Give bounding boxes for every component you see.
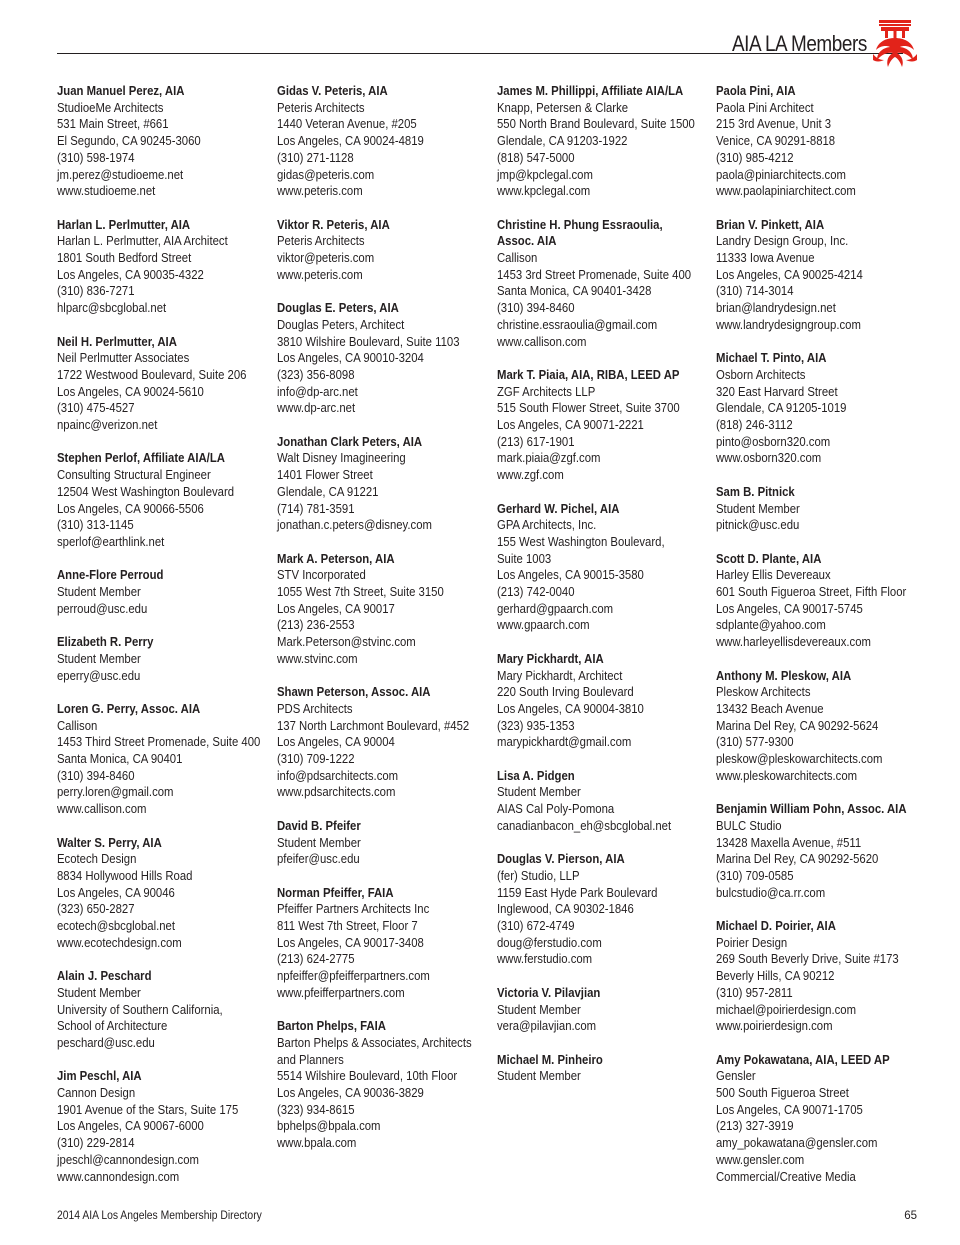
page-title: AIA LA Members [732, 31, 867, 56]
member-detail-line: Los Angeles, CA 90046 [57, 885, 175, 900]
member-name: Michael M. Pinheiro [497, 1052, 603, 1067]
member-detail-line: Marina Del Rey, CA 90292-5620 [716, 852, 879, 867]
member-detail-line: 137 North Larchmont Boulevard, #452 [277, 718, 470, 733]
member-detail-line: sdplante@yahoo.com [716, 618, 826, 633]
member-name: Walter S. Perry, AIA [57, 835, 162, 850]
member-detail-line: gerhard@gpaarch.com [497, 601, 614, 616]
member-detail-line: (818) 246-3112 [716, 418, 793, 433]
member-detail-line: Poirier Design [716, 935, 788, 950]
footer-publication-title: 2014 AIA Los Angeles Membership Directory [57, 1210, 262, 1222]
member-detail-line: Harlan L. Perlmutter, AIA Architect [57, 234, 228, 249]
member-detail-line: Los Angeles, CA 90066-5506 [57, 501, 204, 516]
member-name: Norman Pfeiffer, FAIA [277, 885, 394, 900]
member-detail-line: Callison [57, 718, 98, 733]
member-detail-line: (310) 836-7271 [57, 284, 135, 299]
member-entry [716, 350, 938, 467]
member-entry [497, 501, 719, 635]
member-entry [497, 1052, 719, 1085]
member-entry [277, 684, 499, 801]
member-detail-line: (323) 935-1353 [497, 718, 575, 733]
member-detail-line: ZGF Architects LLP [497, 384, 596, 399]
member-detail-line: (714) 781-3591 [277, 501, 355, 516]
member-detail-line: perroud@usc.edu [57, 601, 148, 616]
member-detail-line: Santa Monica, CA 90401 [57, 752, 183, 767]
member-detail-line: Student Member [57, 585, 141, 600]
member-detail-line: Los Angeles, CA 90017-5745 [716, 601, 863, 616]
member-entry [716, 551, 938, 651]
member-entry [716, 1052, 938, 1186]
member-entry [57, 567, 279, 617]
member-entry [497, 651, 719, 751]
member-detail-line: Osborn Architects [716, 367, 806, 382]
member-detail-line: Student Member [716, 501, 800, 516]
member-detail-line: www.gensler.com [716, 1152, 805, 1167]
member-detail-line: 269 South Beverly Drive, Suite #173 [716, 952, 899, 967]
member-detail-line: (310) 313-1145 [57, 518, 134, 533]
member-entry [57, 83, 279, 200]
member-detail-line: 1159 East Hyde Park Boulevard [497, 885, 658, 900]
member-detail-line: 1901 Avenue of the Stars, Suite 175 [57, 1102, 239, 1117]
member-name: Stephen Perlof, Affiliate AIA/LA [57, 451, 225, 466]
member-detail-line: (310) 714-3014 [716, 284, 794, 299]
member-detail-line: 3810 Wilshire Boulevard, Suite 1103 [277, 334, 460, 349]
member-name: Anthony M. Pleskow, AIA [716, 668, 852, 683]
member-detail-line: 531 Main Street, #661 [57, 117, 169, 132]
member-detail-line: Los Angeles, CA 90067-6000 [57, 1119, 204, 1134]
member-detail-line: Gensler [716, 1069, 756, 1084]
directory-column [716, 83, 938, 1202]
member-detail-line: hlparc@sbcglobal.net [57, 301, 167, 316]
member-detail-line: 1055 West 7th Street, Suite 3150 [277, 585, 444, 600]
member-entry [497, 985, 719, 1035]
member-name: Sam B. Pitnick [716, 484, 795, 499]
member-detail-line: Los Angeles, CA 90024-4819 [277, 134, 424, 149]
member-detail-line: Los Angeles, CA 90071-2221 [497, 418, 644, 433]
member-detail-line: 5514 Wilshire Boulevard, 10th Floor [277, 1069, 458, 1084]
member-detail-line: jpeschl@cannondesign.com [57, 1152, 199, 1167]
member-detail-line: jmp@kpclegal.com [497, 167, 593, 182]
member-detail-line: info@pdsarchitects.com [277, 768, 399, 783]
header-rule [57, 53, 903, 54]
member-detail-line: www.harleyellisdevereaux.com [716, 635, 871, 650]
member-name: Benjamin William Pohn, Assoc. AIA [716, 802, 907, 817]
member-detail-line: Student Member [497, 1002, 581, 1017]
member-detail-line: www.osborn320.com [716, 451, 822, 466]
member-entry [716, 83, 938, 200]
member-detail-line: www.cannondesign.com [57, 1169, 180, 1184]
member-detail-line: 155 West Washington Boulevard, [497, 534, 665, 549]
member-entry [497, 367, 719, 484]
member-entry [57, 1068, 279, 1185]
member-detail-line: www.peteris.com [277, 184, 363, 199]
member-detail-line: Glendale, CA 91205-1019 [716, 401, 847, 416]
member-name: Loren G. Perry, Assoc. AIA [57, 701, 201, 716]
member-detail-line: 1440 Veteran Avenue, #205 [277, 117, 417, 132]
member-detail-line: Inglewood, CA 90302-1846 [497, 902, 634, 917]
member-detail-line: (310) 271-1128 [277, 150, 354, 165]
member-entry [57, 450, 279, 550]
member-detail-line: (fer) Studio, LLP [497, 868, 580, 883]
member-entry [57, 968, 279, 1052]
member-detail-line: Santa Monica, CA 90401-3428 [497, 284, 652, 299]
member-detail-line: Marina Del Rey, CA 90292-5624 [716, 718, 879, 733]
member-detail-line: (818) 547-5000 [497, 150, 575, 165]
member-detail-line: www.ferstudio.com [497, 952, 593, 967]
member-entry [57, 634, 279, 684]
member-name: Alain J. Peschard [57, 969, 152, 984]
member-entry [277, 217, 499, 284]
member-entry [57, 334, 279, 434]
member-entry [277, 1018, 499, 1152]
member-detail-line: www.poirierdesign.com [716, 1019, 833, 1034]
member-entry [277, 300, 499, 417]
member-detail-line: 220 South Irving Boulevard [497, 685, 634, 700]
member-detail-line: 320 East Harvard Street [716, 384, 838, 399]
member-detail-line: Student Member [57, 985, 141, 1000]
member-name: Gerhard W. Pichel, AIA [497, 501, 620, 516]
member-detail-line: StudioeMe Architects [57, 100, 164, 115]
member-detail-line: (310) 394-8460 [57, 768, 135, 783]
member-name: Paola Pini, AIA [716, 84, 796, 98]
member-detail-line: (310) 394-8460 [497, 301, 575, 316]
member-entry [277, 83, 499, 200]
member-name: Anne-Flore Perroud [57, 568, 164, 583]
member-detail-line: vera@pilavjian.com [497, 1019, 597, 1034]
member-name: Shawn Peterson, Assoc. AIA [277, 685, 431, 700]
member-detail-line: University of Southern California, [57, 1002, 223, 1017]
member-detail-line: Venice, CA 90291-8818 [716, 134, 836, 149]
member-detail-line: (310) 475-4527 [57, 401, 135, 416]
member-detail-line: 1401 Flower Street [277, 468, 373, 483]
member-detail-line: info@dp-arc.net [277, 384, 358, 399]
member-detail-line: (310) 672-4749 [497, 919, 575, 934]
member-detail-line: Walt Disney Imagineering [277, 451, 406, 466]
member-detail-line: www.landrydesigngroup.com [716, 317, 861, 332]
member-name: Michael T. Pinto, AIA [716, 351, 827, 366]
member-detail-line: brian@landrydesign.net [716, 301, 836, 316]
aia-logo-icon [872, 20, 918, 70]
member-detail-line: www.stvinc.com [277, 651, 358, 666]
member-detail-line: 1801 South Bedford Street [57, 251, 192, 266]
member-detail-line: (310) 229-2814 [57, 1136, 135, 1151]
member-detail-line: eperry@usc.edu [57, 668, 141, 683]
member-name: Elizabeth R. Perry [57, 635, 154, 650]
member-detail-line: (310) 957-2811 [716, 985, 793, 1000]
member-detail-line: 515 South Flower Street, Suite 3700 [497, 401, 680, 416]
member-detail-line: (323) 356-8098 [277, 367, 355, 382]
member-detail-line: Los Angeles, CA 90017 [277, 601, 395, 616]
member-detail-line: (310) 577-9300 [716, 735, 794, 750]
member-detail-line: www.gpaarch.com [497, 618, 590, 633]
member-entry [57, 701, 279, 818]
member-name: Neil H. Perlmutter, AIA [57, 334, 177, 349]
member-detail-line: Landry Design Group, Inc. [716, 234, 849, 249]
member-detail-line: Ecotech Design [57, 852, 137, 867]
member-detail-line: gidas@peteris.com [277, 167, 375, 182]
member-detail-line: (310) 709-0585 [716, 868, 794, 883]
member-detail-line: 1453 Third Street Promenade, Suite 400 [57, 735, 261, 750]
member-detail-line: Student Member [497, 785, 581, 800]
member-name: Juan Manuel Perez, AIA [57, 84, 185, 98]
member-name: Harlan L. Perlmutter, AIA [57, 217, 191, 232]
member-detail-line: (323) 934-8615 [277, 1102, 355, 1117]
member-entry [497, 83, 719, 200]
member-name: Amy Pokawatana, AIA, LEED AP [716, 1052, 890, 1067]
member-detail-line: (213) 236-2553 [277, 618, 355, 633]
member-detail-line: 601 South Figueroa Street, Fifth Floor [716, 585, 907, 600]
member-detail-line: Beverly Hills, CA 90212 [716, 969, 835, 984]
member-detail-line: 13428 Maxella Avenue, #511 [716, 835, 862, 850]
member-detail-line: 12504 West Washington Boulevard [57, 484, 235, 499]
member-detail-line: www.pdsarchitects.com [277, 785, 396, 800]
member-detail-line: pitnick@usc.edu [716, 518, 800, 533]
member-detail-line: Los Angeles, CA 90036-3829 [277, 1086, 424, 1101]
member-detail-line: (213) 617-1901 [497, 434, 575, 449]
member-name: David B. Pfeifer [277, 818, 361, 833]
member-name: Scott D. Plante, AIA [716, 551, 822, 566]
member-detail-line: 13432 Beach Avenue [716, 701, 824, 716]
member-detail-line: www.pfeifferpartners.com [277, 985, 405, 1000]
member-detail-line: Douglas Peters, Architect [277, 317, 405, 332]
member-detail-line: npainc@verizon.net [57, 418, 158, 433]
member-detail-line: amy_pokawatana@gensler.com [716, 1136, 878, 1151]
member-detail-line: 1722 Westwood Boulevard, Suite 206 [57, 367, 247, 382]
member-detail-line: pfeifer@usc.edu [277, 852, 360, 867]
directory-column [277, 83, 499, 1169]
member-entry [716, 484, 938, 534]
member-detail-line: michael@poirierdesign.com [716, 1002, 857, 1017]
member-detail-line: GPA Architects, Inc. [497, 518, 597, 533]
member-entry [277, 434, 499, 534]
member-entry [716, 801, 938, 901]
member-detail-line: Glendale, CA 91203-1922 [497, 134, 628, 149]
member-detail-line: (213) 327-3919 [716, 1119, 794, 1134]
member-detail-line: (310) 598-1974 [57, 150, 135, 165]
member-detail-line: 811 West 7th Street, Floor 7 [277, 919, 418, 934]
member-detail-line: PDS Architects [277, 701, 353, 716]
member-detail-line: ecotech@sbcglobal.net [57, 919, 175, 934]
member-detail-line: Paola Pini Architect [716, 100, 814, 115]
member-detail-line: and Planners [277, 1052, 344, 1067]
member-detail-line: jm.perez@studioeme.net [57, 167, 184, 182]
directory-column [57, 83, 279, 1202]
member-detail-line: Pfeiffer Partners Architects Inc [277, 902, 430, 917]
member-detail-line: 8834 Hollywood Hills Road [57, 868, 193, 883]
member-detail-line: Commercial/Creative Media [716, 1169, 856, 1184]
member-detail-line: 11333 Iowa Avenue [716, 251, 815, 266]
member-detail-line: 215 3rd Avenue, Unit 3 [716, 117, 832, 132]
member-detail-line: canadianbacon_eh@sbcglobal.net [497, 818, 672, 833]
member-name: Michael D. Poirier, AIA [716, 919, 836, 934]
member-detail-line: www.studioeme.net [57, 184, 156, 199]
member-detail-line: STV Incorporated [277, 568, 366, 583]
member-name: Brian V. Pinkett, AIA [716, 217, 825, 232]
member-detail-line: Los Angeles, CA 90035-4322 [57, 267, 204, 282]
member-detail-line: www.pleskowarchitects.com [716, 768, 858, 783]
member-name: Barton Phelps, FAIA [277, 1019, 386, 1034]
member-name: Christine H. Phung Essraoulia, [497, 217, 663, 232]
member-detail-line: Student Member [497, 1069, 581, 1084]
member-name: Jonathan Clark Peters, AIA [277, 434, 423, 449]
member-entry [57, 217, 279, 317]
member-detail-line: Glendale, CA 91221 [277, 484, 379, 499]
member-entry [497, 217, 719, 351]
member-entry [497, 851, 719, 968]
member-detail-line: paola@piniarchitects.com [716, 167, 846, 182]
member-detail-line: www.kpclegal.com [497, 184, 591, 199]
member-detail-line: www.peteris.com [277, 267, 363, 282]
member-detail-line: BULC Studio [716, 818, 782, 833]
member-detail-line: pinto@osborn320.com [716, 434, 831, 449]
member-detail-line: npfeiffer@pfeifferpartners.com [277, 969, 430, 984]
member-detail-line: Consulting Structural Engineer [57, 468, 211, 483]
member-detail-line: Los Angeles, CA 90015-3580 [497, 568, 644, 583]
member-detail-line: www.callison.com [497, 334, 587, 349]
member-name: Victoria V. Pilavjian [497, 985, 601, 1000]
member-detail-line: AIAS Cal Poly-Pomona [497, 802, 615, 817]
member-detail-line: pleskow@pleskowarchitects.com [716, 752, 883, 767]
member-detail-line: Student Member [277, 835, 361, 850]
member-detail-line: School of Architecture [57, 1019, 168, 1034]
member-entry [716, 918, 938, 1035]
member-detail-line: Peteris Architects [277, 100, 365, 115]
member-detail-line: www.zgf.com [497, 468, 564, 483]
member-detail-line: Callison [497, 251, 538, 266]
member-entry [716, 668, 938, 785]
member-detail-line: bphelps@bpala.com [277, 1119, 381, 1134]
member-detail-line: Los Angeles, CA 90025-4214 [716, 267, 863, 282]
member-detail-line: www.dp-arc.net [277, 401, 356, 416]
member-detail-line: Peteris Architects [277, 234, 365, 249]
member-name: James M. Phillippi, Affiliate AIA/LA [497, 84, 684, 98]
member-entry [277, 551, 499, 668]
member-detail-line: mark.piaia@zgf.com [497, 451, 601, 466]
member-detail-line: Pleskow Architects [716, 685, 811, 700]
member-detail-line: www.ecotechdesign.com [57, 935, 182, 950]
member-entry [497, 768, 719, 835]
member-detail-line: (213) 742-0040 [497, 585, 575, 600]
member-detail-line: Mary Pickhardt, Architect [497, 668, 623, 683]
member-entry [277, 885, 499, 1002]
member-detail-line: Harley Ellis Devereaux [716, 568, 831, 583]
directory-column [497, 83, 719, 1102]
member-detail-line: (213) 624-2775 [277, 952, 355, 967]
member-detail-line: Los Angeles, CA 90071-1705 [716, 1102, 863, 1117]
member-detail-line: 500 South Figueroa Street [716, 1086, 849, 1101]
member-detail-line: Mark.Peterson@stvinc.com [277, 635, 416, 650]
member-detail-line: Barton Phelps & Associates, Architects [277, 1035, 472, 1050]
member-detail-line: (323) 650-2827 [57, 902, 135, 917]
member-detail-line: peschard@usc.edu [57, 1035, 155, 1050]
member-name: Mark T. Piaia, AIA, RIBA, LEED AP [497, 367, 680, 382]
page-header [57, 22, 903, 62]
member-detail-line: (310) 985-4212 [716, 150, 794, 165]
member-detail-line: Knapp, Petersen & Clarke [497, 100, 629, 115]
member-detail-line: viktor@peteris.com [277, 251, 375, 266]
member-detail-line: Los Angeles, CA 90010-3204 [277, 351, 424, 366]
member-detail-line: www.callison.com [57, 802, 147, 817]
member-name: Lisa A. Pidgen [497, 768, 575, 783]
member-entry [716, 217, 938, 334]
member-detail-line: (310) 709-1222 [277, 752, 355, 767]
member-detail-line: bulcstudio@ca.rr.com [716, 885, 826, 900]
member-detail-line: christine.essraoulia@gmail.com [497, 317, 658, 332]
member-detail-line: www.paolapiniarchitect.com [716, 184, 856, 199]
member-name: Jim Peschl, AIA [57, 1069, 142, 1084]
member-detail-line: jonathan.c.peters@disney.com [277, 518, 432, 533]
page-number: 65 [904, 1210, 917, 1222]
member-detail-line: sperlof@earthlink.net [57, 534, 165, 549]
member-detail-line: 550 North Brand Boulevard, Suite 1500 [497, 117, 695, 132]
member-entry [277, 818, 499, 868]
member-detail-line: Suite 1003 [497, 551, 552, 566]
member-detail-line: www.bpala.com [277, 1136, 357, 1151]
member-name: Mark A. Peterson, AIA [277, 551, 395, 566]
member-name: Gidas V. Peteris, AIA [277, 84, 388, 98]
member-name: Douglas V. Pierson, AIA [497, 852, 625, 867]
member-name: Viktor R. Peteris, AIA [277, 217, 390, 232]
member-name-continued: Assoc. AIA [497, 234, 557, 249]
member-name: Douglas E. Peters, AIA [277, 301, 399, 316]
member-name: Mary Pickhardt, AIA [497, 651, 604, 666]
member-detail-line: 1453 3rd Street Promenade, Suite 400 [497, 267, 692, 282]
member-detail-line: Cannon Design [57, 1086, 136, 1101]
member-detail-line: Student Member [57, 651, 141, 666]
member-detail-line: Los Angeles, CA 90024-5610 [57, 384, 204, 399]
member-detail-line: Los Angeles, CA 90017-3408 [277, 935, 424, 950]
member-detail-line: El Segundo, CA 90245-3060 [57, 134, 201, 149]
member-entry [57, 835, 279, 952]
member-detail-line: Los Angeles, CA 90004 [277, 735, 395, 750]
member-detail-line: Neil Perlmutter Associates [57, 351, 190, 366]
member-detail-line: Los Angeles, CA 90004-3810 [497, 701, 644, 716]
member-detail-line: marypickhardt@gmail.com [497, 735, 632, 750]
member-detail-line: doug@ferstudio.com [497, 935, 602, 950]
member-detail-line: perry.loren@gmail.com [57, 785, 174, 800]
